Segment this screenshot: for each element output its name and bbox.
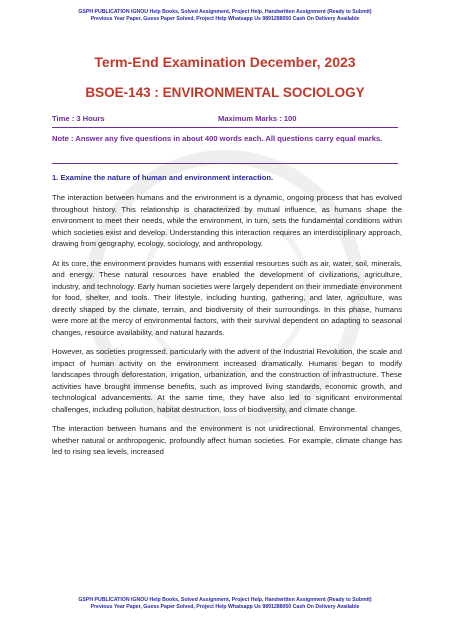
exam-note: Note : Answer any five questions in about 400 words each. All questions carry equal marks. <box>52 134 383 143</box>
answer-body <box>52 192 402 466</box>
header-line-2: Previous Year Paper, Guess Paper Solved, Project Help Whatsapp Us 9891288050 Cash On Delivery Available <box>90 16 360 22</box>
divider-bottom <box>52 163 398 164</box>
answer-paragraph: The interaction between humans and the environment is not unidirectional. Environmental changes, whether natural or anthropogenic, profoundly affect human societies. For example, climate change has led to rising sea levels, increased <box>52 424 402 456</box>
footer-line-2: Previous Year Paper, Guess Paper Solved, Project Help Whatsapp Us 9891288050 Cash On Delivery Available <box>90 604 360 610</box>
question-heading: 1. Examine the nature of human and environment interaction. <box>52 173 274 182</box>
course-title: BSOE-143 : ENVIRONMENTAL SOCIOLOGY <box>85 85 365 100</box>
answer-paragraph: At its core, the environment provides humans with essential resources such as air, water, soil, minerals, and energy. These natural resources have enabled the development of civilizations, agriculture, industry, and technology. Early human societies were largely dependent on their immediate environment for food, shelter, and tools. Their lifestyle, including hunting, gathering, and later, agriculture, was directly shaped by the climate, terrain, and biodiversity of their surroundings. In this phase, humans were more at the mercy of environmental factors, with their survival dependent on adapting to seasonal changes, resource availability, and natural hazards. <box>52 258 402 337</box>
divider-top <box>52 127 398 128</box>
publisher-header <box>20 9 430 23</box>
answer-paragraph: However, as societies progressed, particularly with the advent of the Industrial Revolution, the scale and impact of human activity on the environment increased dramatically. Humans began to modify landscapes through deforestation, irrigation, urbanization, and the construction of infrastructure. These activities have brought immense benefits, such as improved living standards, economic growth, and technological advancements. At the same time, they have also led to significant environmental challenges, including pollution, habitat destruction, loss of biodiversity, and climate change. <box>52 347 402 414</box>
exam-time: Time : 3 Hours <box>52 114 105 123</box>
answer-paragraph: The interaction between humans and the environment is a dynamic, ongoing process that has evolved throughout history. This relationship is characterized by mutual influence, as humans shape the environment to meet their needs, while the environment, in turn, sets the fundamental conditions within which societies exist and develop. Understanding this interaction requires an interdisciplinary approach, drawing from geography, ecology, sociology, and anthropology. <box>52 193 402 248</box>
publisher-footer <box>20 597 430 611</box>
maximum-marks: Maximum Marks : 100 <box>218 114 297 123</box>
header-line-1: GSPH PUBLICATION IGNOU Help Books, Solved Assignment, Project Help, Handwritten Assignment (Ready to Submit) <box>78 9 372 15</box>
footer-line-1: GSPH PUBLICATION IGNOU Help Books, Solved Assignment, Project Help, Handwritten Assignment (Ready to Submit) <box>78 597 372 603</box>
exam-title: Term-End Examination December, 2023 <box>94 54 356 70</box>
